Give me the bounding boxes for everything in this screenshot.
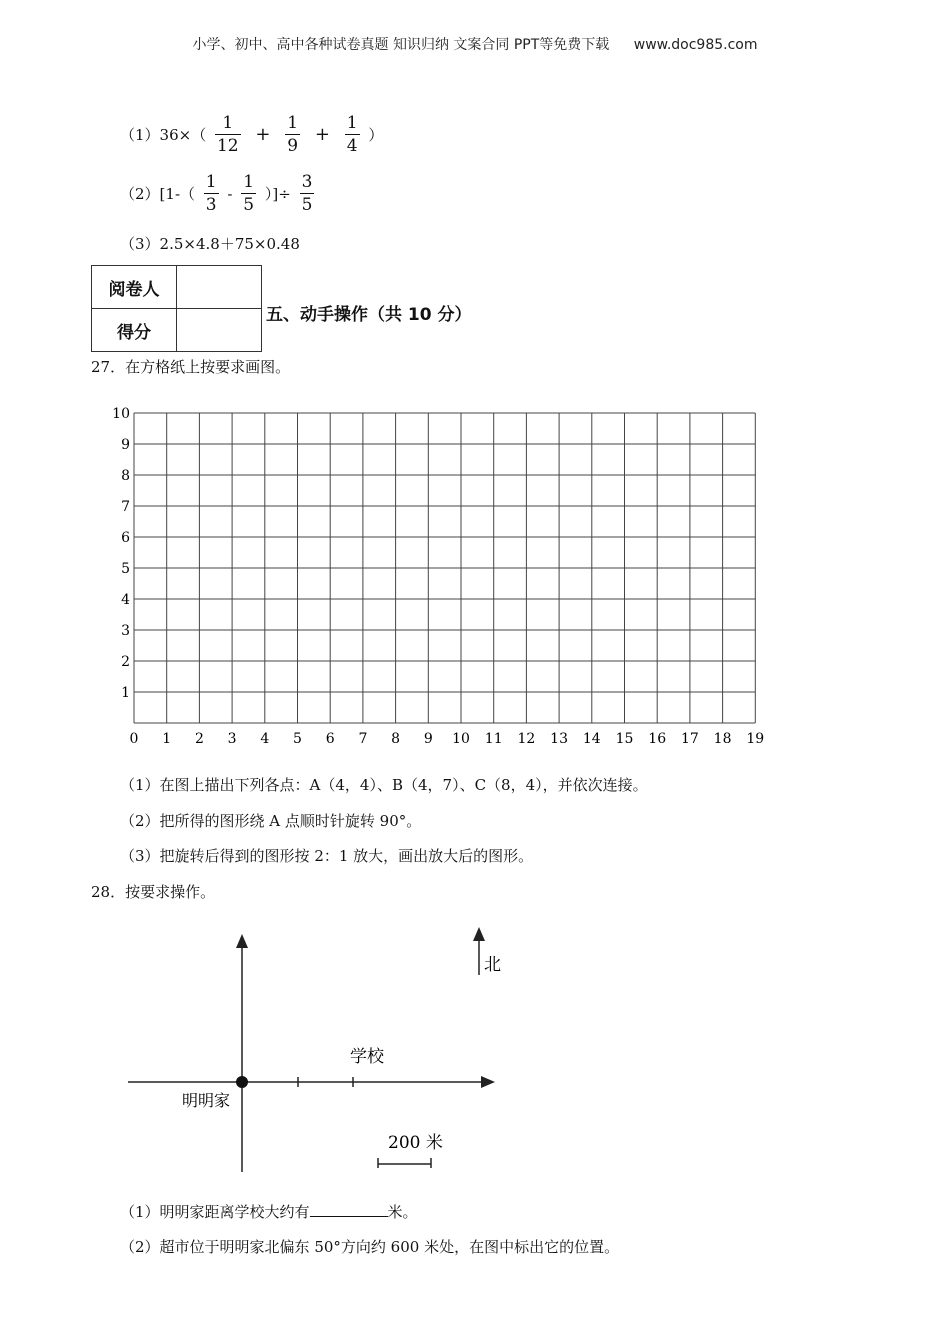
calc-item-2: （2）[1-（ $\frac{1}{3}$ - $\frac{1}{5}$ ）]÷ $\frac{3}{5}$ bbox=[120, 172, 313, 215]
north-arrow-icon bbox=[473, 927, 485, 941]
grid-paper bbox=[110, 400, 780, 752]
fraction: $\frac{1}{12}$ bbox=[216, 113, 239, 156]
question-27-sub-3: （3）把旋转后得到的图形按 2：1 放大，画出放大后的图形。 bbox=[120, 847, 534, 865]
y-tick-label: 8 bbox=[121, 468, 130, 484]
y-tick-label: 10 bbox=[112, 406, 130, 422]
score-label: 得分 bbox=[92, 309, 177, 352]
calc-item-1: （1）36×（ $\frac{1}{12}$ + $\frac{1}{9}$ + $\frac{1}{4}$ ） bbox=[120, 113, 384, 156]
x-tick-label: 6 bbox=[325, 731, 335, 747]
question-28-title: 28．按要求操作。 bbox=[91, 883, 216, 901]
x-tick-label: 17 bbox=[680, 731, 699, 747]
score-table bbox=[91, 265, 262, 352]
home-point-icon bbox=[236, 1076, 248, 1088]
x-tick-label: 10 bbox=[452, 731, 470, 747]
x-tick-label: 15 bbox=[615, 731, 634, 747]
y-tick-label: 3 bbox=[121, 623, 130, 639]
x-tick-label: 11 bbox=[484, 731, 503, 747]
y-tick-label: 2 bbox=[121, 654, 130, 670]
x-tick-label: 18 bbox=[713, 731, 732, 747]
calc-item-3: （3）2.5×4.8＋75×0.48 bbox=[120, 235, 300, 253]
question-27-sub-2: （2）把所得的图形绕 A 点顺时针旋转 90°。 bbox=[120, 812, 422, 830]
question-27-title: 27．在方格纸上按要求画图。 bbox=[91, 358, 291, 376]
fraction: $\frac{3}{5}$ bbox=[301, 172, 313, 215]
section-5-title: 五、动手操作（共 10 分） bbox=[266, 305, 472, 325]
up-arrow-icon bbox=[236, 934, 248, 948]
scale-label: 200 米 bbox=[388, 1133, 443, 1153]
reviewer-label: 阅卷人 bbox=[92, 266, 177, 309]
y-tick-label: 9 bbox=[121, 437, 130, 453]
score-cell bbox=[177, 309, 262, 352]
x-tick-label: 1 bbox=[162, 731, 172, 747]
direction-map bbox=[120, 920, 520, 1182]
school-label: 学校 bbox=[350, 1047, 384, 1067]
question-28-sub-1: （1）明明家距离学校大约有 米。 bbox=[120, 1203, 418, 1221]
x-tick-label: 9 bbox=[423, 731, 433, 747]
x-tick-label: 5 bbox=[293, 731, 302, 747]
x-tick-label: 12 bbox=[517, 731, 536, 747]
y-tick-label: 7 bbox=[121, 499, 130, 515]
x-tick-label: 19 bbox=[746, 731, 765, 747]
x-tick-label: 4 bbox=[260, 731, 270, 747]
y-tick-label: 6 bbox=[121, 530, 130, 546]
question-28-sub-2: （2）超市位于明明家北偏东 50°方向约 600 米处，在图中标出它的位置。 bbox=[120, 1238, 620, 1256]
y-axis-labels bbox=[112, 406, 130, 701]
fraction: $\frac{1}{5}$ bbox=[243, 172, 255, 215]
x-axis-labels bbox=[130, 731, 765, 747]
x-tick-label: 13 bbox=[550, 731, 569, 747]
home-label: 明明家 bbox=[182, 1091, 231, 1110]
y-tick-label: 5 bbox=[121, 561, 130, 577]
grid-lines bbox=[134, 413, 755, 723]
x-tick-label: 0 bbox=[129, 731, 139, 747]
x-tick-label: 2 bbox=[194, 731, 204, 747]
fraction: $\frac{1}{3}$ bbox=[205, 172, 217, 215]
y-tick-label: 1 bbox=[121, 685, 130, 701]
reviewer-cell bbox=[177, 266, 262, 309]
page-header bbox=[0, 34, 950, 54]
header-left-text: 小学、初中、高中各种试卷真题 知识归纳 文案合同 PPT等免费下载 bbox=[192, 37, 610, 53]
question-27-sub-1: （1）在图上描出下列各点：A（4，4）、B（4，7）、C（8，4），并依次连接。 bbox=[120, 776, 648, 794]
x-tick-label: 8 bbox=[391, 731, 401, 747]
x-tick-label: 3 bbox=[227, 731, 237, 747]
x-tick-label: 14 bbox=[582, 731, 601, 747]
y-tick-label: 4 bbox=[121, 592, 130, 608]
answer-blank[interactable] bbox=[310, 1202, 388, 1217]
right-arrow-icon bbox=[481, 1076, 495, 1088]
header-right-text: www.doc985.com bbox=[633, 37, 758, 53]
fraction: $\frac{1}{9}$ bbox=[287, 113, 299, 156]
fraction: $\frac{1}{4}$ bbox=[346, 113, 358, 156]
x-tick-label: 16 bbox=[648, 731, 667, 747]
north-label: 北 bbox=[484, 955, 501, 975]
x-tick-label: 7 bbox=[358, 731, 368, 747]
